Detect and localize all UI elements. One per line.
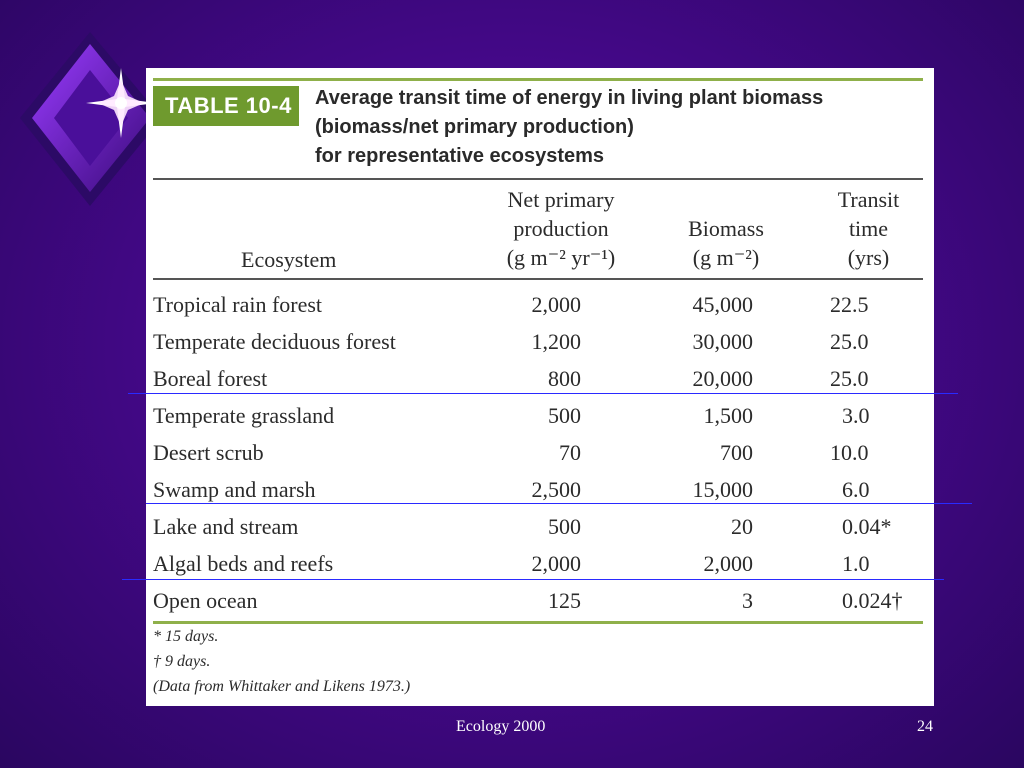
cell-biomass: 1,500 (703, 403, 753, 428)
table-row (153, 545, 923, 582)
cell-transit: 1.0 (842, 551, 870, 576)
col-head-transit (821, 185, 916, 272)
top-rule (153, 78, 923, 81)
cell-ecosystem: Temperate grassland (153, 403, 335, 428)
cell-biomass: 30,000 (692, 329, 753, 354)
footnote-source: (Data from Whittaker and Likens 1973.) (153, 678, 411, 695)
cell-ecosystem: Open ocean (153, 588, 258, 613)
cell-transit: 3.0 (842, 403, 870, 428)
cell-npp: 800 (548, 366, 581, 391)
cell-npp: 125 (548, 588, 581, 613)
table-row (153, 434, 923, 471)
cell-biomass: 3 (742, 588, 753, 613)
cell-ecosystem: Desert scrub (153, 440, 264, 465)
cell-ecosystem: Lake and stream (153, 514, 299, 539)
divider-line-2 (146, 503, 972, 504)
table-card (146, 68, 934, 706)
col-head-biomass (671, 214, 781, 272)
cell-biomass: 2,000 (703, 551, 753, 576)
cell-npp: 70 (559, 440, 581, 465)
cell-ecosystem: Boreal forest (153, 366, 268, 391)
cell-biomass: 700 (720, 440, 753, 465)
cell-biomass: 20,000 (692, 366, 753, 391)
col-head-transit-line3: (yrs) (847, 245, 890, 270)
cell-npp: 2,500 (531, 477, 581, 502)
cell-npp: 2,000 (531, 292, 581, 317)
table-row (153, 582, 923, 619)
table-badge: TABLE 10-4 (153, 86, 299, 126)
cell-npp: 500 (548, 403, 581, 428)
col-head-npp-line2: production (513, 216, 609, 241)
footnote-asterisk: * 15 days. (153, 628, 219, 645)
table-bottom-rule (153, 621, 923, 624)
col-head-biomass-line2: (g m⁻²) (692, 245, 760, 270)
cell-npp: 1,200 (531, 329, 581, 354)
title-line-3: for representative ecosystems (315, 145, 605, 167)
divider-line-3 (122, 579, 944, 580)
table-row (153, 397, 923, 434)
table-row (153, 508, 923, 545)
cell-transit: 0.04* (842, 514, 892, 539)
cell-ecosystem: Algal beds and reefs (153, 551, 334, 576)
cell-biomass: 15,000 (692, 477, 753, 502)
cell-transit: 22.5 (830, 292, 869, 317)
header-rule-top (153, 178, 923, 180)
cell-transit: 10.0 (830, 440, 869, 465)
cell-transit: 0.024† (842, 588, 903, 613)
cell-npp: 500 (548, 514, 581, 539)
cell-ecosystem: Swamp and marsh (153, 477, 316, 502)
table-row (153, 323, 923, 360)
footnote-dagger: † 9 days. (153, 653, 211, 670)
title-line-1: Average transit time of energy in living plant biomass (315, 87, 824, 109)
page-number: 24 (917, 718, 933, 735)
table-row (153, 286, 923, 323)
col-head-transit-line1: Transit (837, 187, 900, 212)
col-head-biomass-line1: Biomass (688, 216, 764, 241)
cell-ecosystem: Temperate deciduous forest (153, 329, 396, 354)
cell-npp: 2,000 (531, 551, 581, 576)
col-head-transit-line2: time (848, 216, 889, 241)
divider-line-1 (128, 393, 958, 394)
col-head-npp (486, 185, 636, 272)
cell-transit: 25.0 (830, 329, 869, 354)
cell-transit: 6.0 (842, 477, 870, 502)
header-rule-bottom (153, 278, 923, 280)
col-head-npp-line1: Net primary (507, 187, 615, 212)
cell-transit: 25.0 (830, 366, 869, 391)
table-title (315, 84, 915, 171)
cell-biomass: 45,000 (692, 292, 753, 317)
cell-biomass: 20 (731, 514, 753, 539)
footer-title: Ecology 2000 (456, 718, 546, 735)
table-row (153, 360, 923, 397)
col-head-npp-line3: (g m⁻² yr⁻¹) (506, 245, 616, 270)
cell-ecosystem: Tropical rain forest (153, 292, 323, 317)
title-line-2: (biomass/net primary production) (315, 116, 634, 138)
col-head-ecosystem: Ecosystem (241, 247, 337, 272)
